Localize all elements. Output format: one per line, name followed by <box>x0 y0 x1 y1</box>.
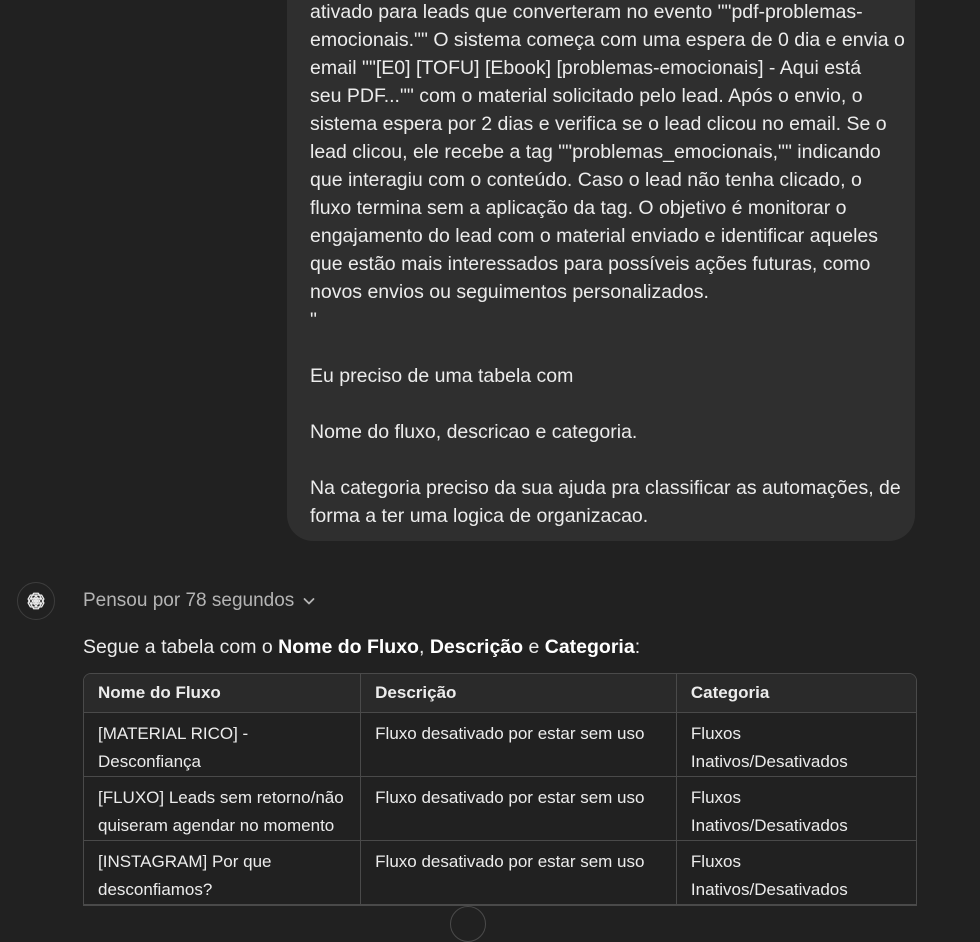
user-category-line: Na categoria preciso da sua ajuda pra classificar as automações, de <box>310 477 901 499</box>
table-row <box>84 713 916 777</box>
user-line: que estão mais interessados para possíveis ações futuras, como <box>310 253 871 275</box>
scroll-down-button[interactable] <box>450 906 486 942</box>
cell-nome: [MATERIAL RICO] - Desconfiança <box>84 713 361 777</box>
intro-suffix: : <box>634 636 641 658</box>
intro-sep: e <box>523 636 545 658</box>
table-row <box>84 841 916 905</box>
header-descricao: Descrição <box>361 674 677 713</box>
openai-logo-icon <box>25 590 47 612</box>
user-line: novos envios ou seguimentos personalizados. <box>310 281 709 303</box>
chevron-down-icon <box>302 594 316 608</box>
user-line: seu PDF..."" com o material solicitado pelo lead. Após o envio, o <box>310 85 863 107</box>
thought-toggle[interactable] <box>83 590 316 612</box>
header-nome-do-fluxo: Nome do Fluxo <box>84 674 361 713</box>
user-line: que interagiu com o conteúdo. Caso o lead não tenha clicado, o <box>310 169 862 191</box>
user-line: engajamento do lead com o material enviado e identificar aqueles <box>310 225 879 247</box>
cell-descricao: Fluxo desativado por estar sem uso <box>361 841 677 905</box>
user-line: " <box>310 309 317 331</box>
user-message-bubble <box>287 0 915 541</box>
cell-categoria: Fluxos Inativos/Desativados <box>676 841 916 905</box>
assistant-avatar <box>17 582 55 620</box>
user-line: fluxo termina sem a aplicação da tag. O objetivo é monitorar o <box>310 197 847 219</box>
assistant-intro <box>83 636 640 659</box>
flows-table <box>84 674 916 905</box>
header-categoria: Categoria <box>676 674 916 713</box>
user-fields-line: Nome do fluxo, descricao e categoria. <box>310 421 638 443</box>
intro-prefix: Segue a tabela com o <box>83 636 279 658</box>
user-request-line: Eu preciso de uma tabela com <box>310 365 574 387</box>
user-line: ativado para leads que converteram no evento ""pdf-problemas- <box>310 1 863 23</box>
flows-table-container <box>83 673 917 906</box>
table-header-row <box>84 674 916 713</box>
user-line: sistema espera por 2 dias e verifica se o lead clicou no email. Se o <box>310 113 887 135</box>
intro-bold-description: Descrição <box>429 636 524 658</box>
cell-categoria: Fluxos Inativos/Desativados <box>676 777 916 841</box>
cell-descricao: Fluxo desativado por estar sem uso <box>361 713 677 777</box>
table-row <box>84 777 916 841</box>
cell-nome: [INSTAGRAM] Por que desconfiamos? <box>84 841 361 905</box>
intro-bold-name: Nome do Fluxo <box>278 636 419 658</box>
intro-bold-category: Categoria <box>544 636 635 658</box>
user-category-line: forma a ter uma logica de organizacao. <box>310 505 649 527</box>
thought-label: Pensou por 78 segundos <box>83 590 295 611</box>
cell-nome: [FLUXO] Leads sem retorno/não quiseram agendar no momento <box>84 777 361 841</box>
user-line: emocionais."" O sistema começa com uma espera de 0 dia e envia o <box>310 29 905 51</box>
intro-sep: , <box>418 636 430 658</box>
cell-categoria: Fluxos Inativos/Desativados <box>676 713 916 777</box>
user-line: email ""[E0] [TOFU] [Ebook] [problemas-emocionais] - Aqui está <box>310 57 862 79</box>
user-message-text <box>310 0 905 530</box>
cell-descricao: Fluxo desativado por estar sem uso <box>361 777 677 841</box>
user-line: lead clicou, ele recebe a tag ""problemas_emocionais,"" indicando <box>310 141 881 163</box>
